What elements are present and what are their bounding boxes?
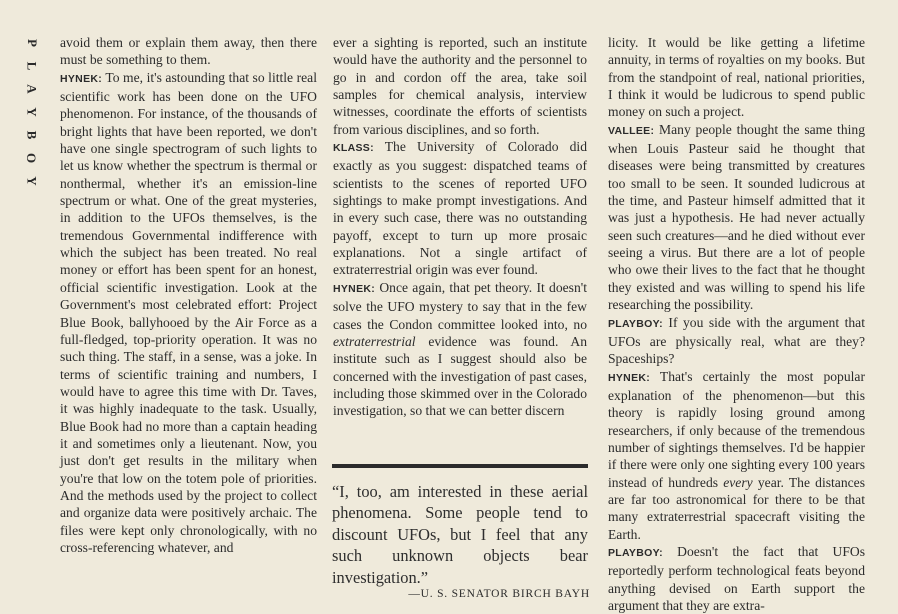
- paragraph-text: Once again, that pet theory. It doesn't solve the UFO mystery to say that in the few cases the Condon committee looked into, no: [333, 279, 587, 332]
- magazine-name-vertical: [22, 32, 42, 193]
- paragraph-text: The University of Colorado did exactly as you suggest: dispatched teams of scientists to the scenes of reported UFO sightings to make prompt investigations. And in every such case, there was no outstanding payoff, except to turn up more prosaic explanations. Not a single artifact of extraterrestrial origin was ever found.: [333, 139, 587, 278]
- paragraph-text: That's certainly the most popular explanation of the phenomenon—but this theory is rapidly losing ground among researchers, if only because of the tremendous number of sightings themselves. I'd be happier if there were only one sighting every 100 years instead of hundreds: [608, 368, 865, 490]
- paragraph: [333, 279, 587, 420]
- text-column-middle: [333, 34, 587, 454]
- paragraph: [333, 34, 587, 138]
- sidebar-letter: A: [24, 84, 40, 95]
- paragraph-text: Doesn't the fact that UFOs reportedly perform technological feats beyond anything devised on Earth support the argument that they are extra-: [608, 543, 865, 613]
- sidebar-letter: B: [24, 130, 40, 141]
- paragraph: [608, 34, 865, 121]
- sidebar-letter: P: [24, 39, 40, 48]
- paragraph: [60, 69, 317, 557]
- pull-quote: “I, too, am interested in these aerial phenomena. Some people tend to discount UFOs, but I feel that any such unknown objects bear investigation.”: [332, 482, 588, 587]
- emphasized-text: extraterrestrial: [333, 333, 416, 349]
- text-column-right: [608, 34, 865, 613]
- paragraph: [608, 121, 865, 314]
- speaker-label: VALLEE:: [608, 124, 655, 137]
- speaker-label: PLAYBOY:: [608, 546, 663, 559]
- paragraph-text: ever a sighting is reported, such an institute would have the authority and the personnel to go in and cordon off the area, take soil samples for chemical analysis, interview witnesses, coordinate the efforts of scientists from various disciplines, and so forth.: [333, 35, 587, 137]
- sidebar-letter: L: [24, 61, 40, 72]
- emphasized-text: every: [723, 474, 753, 490]
- paragraph-text: evidence was found. An institute such as I suggest should also be concerned with the investigation of past cases, including those skimmed over in the Colorado investigation, so that we can better discern: [333, 333, 587, 419]
- speaker-label: HYNEK:: [333, 282, 376, 295]
- paragraph-text: Many people thought the same thing when Louis Pasteur said he thought that diseases were being transmitted by creatures too small to be seen. It sounded ludicrous at the time, and Pasteur himself admitted that it was just a hypothesis. He had never actually seen such creatures—and he died without ever seeing a virus. But there are a lot of people who owe their lives to the fact that he thought they existed and was willing to spend his life researching the possibility.: [608, 121, 865, 313]
- paragraph: [608, 314, 865, 368]
- paragraph-text: If you side with the argument that UFOs are physically real, what are they? Spaceships?: [608, 314, 865, 367]
- text-column-left: [60, 34, 317, 605]
- speaker-label: HYNEK:: [608, 371, 651, 384]
- paragraph: [608, 368, 865, 543]
- paragraph: [608, 543, 865, 614]
- sidebar-letter: O: [24, 152, 40, 165]
- paragraph: [333, 138, 587, 279]
- paragraph-text: year. The distances are far too astronomical for there to be that many extraterrestrial spacecraft visiting the Earth.: [608, 474, 865, 542]
- paragraph-text: licity. It would be like getting a lifetime annuity, in terms of royalties on my books. But from the standpoint of real, national priorities, I think it would be ludicrous to spend public money on such a project.: [608, 35, 865, 120]
- pull-quote-rule: [332, 464, 588, 468]
- speaker-label: PLAYBOY:: [608, 317, 663, 330]
- paragraph: [60, 34, 317, 69]
- sidebar-letter: Y: [24, 176, 40, 187]
- paragraph-text: avoid them or explain them away, then there must be something to them.: [60, 35, 317, 68]
- sidebar-letter: Y: [24, 107, 40, 118]
- pull-quote-attribution: —U. S. SENATOR BIRCH BAYH: [408, 588, 590, 600]
- paragraph-text: To me, it's astounding that so little real scientific work has been done on the UFO phenomenon. For instance, of the thousands of bright lights that have been reported, we don't have one single spectrogram of such lights to let us know whether the spectrum is thermal or nonthermal, whether it's an emission-line spectrum or what. One of the great mysteries, in addition to the UFOs themselves, is the tremendous Governmental indifference with which the subject has been treated. No real money or effort has been spent for an honest, official scientific investigation. Look at the Government's most celebrated effort: Project Blue Book, ballyhooed by the Air Force as a full-fledged, top-priority operation. It was no such thing. The staff, in a sense, was a joke. In terms of scientific training and numbers, I would have to agree this time with Dr. Taves, it was highly inadequate to the task. Usually, Blue Book had no more than a captain heading it and sometimes only a lieutenant. Now, you just don't get results in the military when you're that low on the totem pole of priorities. And the methods used by the project to collect and organize data were positively archaic. The files were kept only chronologically, with no cross-referencing whatever, and: [60, 69, 317, 555]
- speaker-label: KLASS:: [333, 142, 374, 155]
- speaker-label: HYNEK:: [60, 72, 103, 85]
